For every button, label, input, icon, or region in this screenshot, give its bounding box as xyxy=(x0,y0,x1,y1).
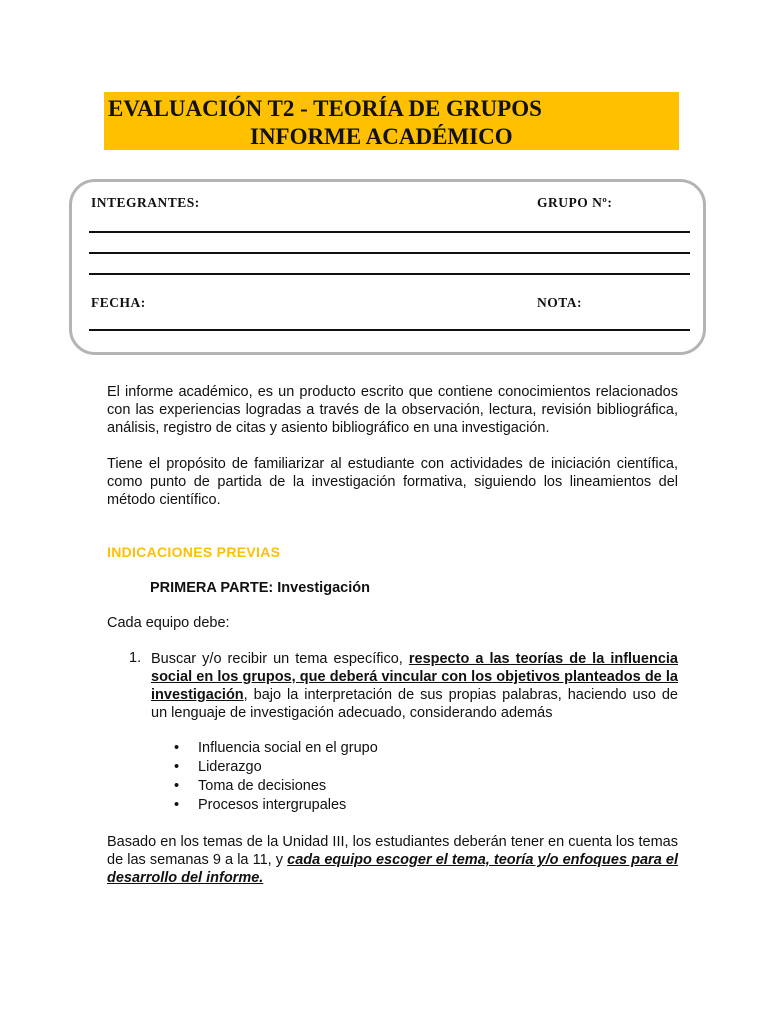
intro-paragraph-1: El informe académico, es un producto escrito que contiene conocimientos relacionados con las experiencias logradas a través de la observación, lectura, revisión bibliográfica, análisis, registro de citas y asiento bibliográfico en una investigación. xyxy=(107,384,678,436)
bullet-icon: • xyxy=(174,797,180,813)
item-text-before: Buscar y/o recibir un tema específico, xyxy=(151,651,409,667)
bullet-icon: • xyxy=(174,759,180,775)
list-item: • Toma de decisiones xyxy=(174,778,327,794)
closing-emphasis: cada equipo escoger el tema, teoría y/o enfoques para el desarrollo del informe. xyxy=(107,852,678,886)
list-item: • Procesos intergrupales xyxy=(174,797,347,813)
closing-text: Basado en los temas de la Unidad III, los estudiantes deberán tener en cuenta los temas de las semanas 9 a la 11, y xyxy=(107,834,678,868)
section-heading: INDICACIONES PREVIAS xyxy=(107,544,281,560)
integrantes-line-2 xyxy=(89,252,690,254)
page-title: EVALUACIÓN T2 - TEORÍA DE GRUPOS xyxy=(108,96,542,121)
grupo-label: GRUPO Nº: xyxy=(537,195,613,210)
bullet-icon: • xyxy=(174,740,180,756)
bullet-icon: • xyxy=(174,778,180,794)
item-text-emphasis: respecto a las teorías de la influencia social en los grupos, que deberá vincular con los objetivos planteados de la investigación xyxy=(151,651,678,703)
list-item: • Liderazgo xyxy=(174,759,262,775)
list-item: • Influencia social en el grupo xyxy=(174,740,378,756)
integrantes-label: INTEGRANTES: xyxy=(91,195,200,210)
item-number: 1. xyxy=(129,650,142,666)
fecha-label: FECHA: xyxy=(91,295,146,310)
part-title: PRIMERA PARTE: Investigación xyxy=(150,580,370,596)
item-text-after: , bajo la interpretación de sus propias palabras, haciendo uso de un lenguaje de investigación adecuado, considerando además xyxy=(151,687,678,721)
closing-paragraph xyxy=(107,833,678,887)
topic-list xyxy=(174,739,378,815)
item-text xyxy=(151,650,678,722)
page-subtitle: INFORME ACADÉMICO xyxy=(250,124,513,149)
integrantes-line-1 xyxy=(89,231,690,233)
team-intro: Cada equipo debe: xyxy=(107,615,230,631)
intro-paragraph-2: Tiene el propósito de familiarizar al estudiante con actividades de iniciación científica, como punto de partida de la investigación formativa, siguiendo los lineamientos del método científico. xyxy=(107,456,678,508)
title-banner xyxy=(104,92,679,150)
nota-label: NOTA: xyxy=(537,295,582,310)
fecha-line xyxy=(89,329,690,331)
integrantes-line-3 xyxy=(89,273,690,275)
